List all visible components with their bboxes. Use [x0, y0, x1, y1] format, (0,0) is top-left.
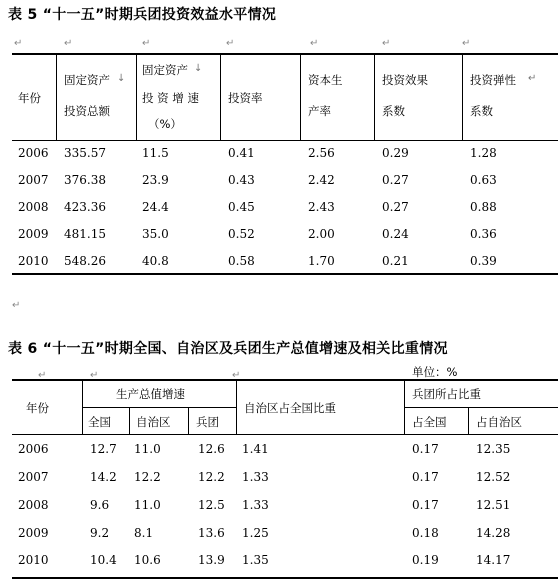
cell-corps: 12.2 — [198, 470, 225, 484]
paragraph-mark: ↵ — [462, 38, 471, 49]
header-corps-share: 兵团所占比重 — [412, 387, 481, 401]
cell-year: 2007 — [18, 470, 49, 484]
header-invest-effect: 投资效果 — [382, 73, 428, 87]
cell-effect: 0.24 — [382, 227, 409, 241]
cell-share-region: 14.17 — [476, 553, 511, 567]
cell-elasticity: 0.39 — [470, 254, 497, 268]
cell-rate: 0.58 — [228, 254, 255, 268]
unit-label: 单位：% — [412, 365, 458, 379]
cell-national: 9.6 — [90, 498, 110, 512]
cell-year: 2009 — [18, 526, 49, 540]
cell-region-share: 1.35 — [242, 553, 269, 567]
cell-elasticity: 0.36 — [470, 227, 497, 241]
paragraph-mark: ↵ — [90, 370, 99, 381]
cell-national: 10.4 — [90, 553, 117, 567]
header-year: 年份 — [26, 401, 49, 415]
header-capital-output: 产率 — [308, 104, 331, 118]
cell-effect: 0.27 — [382, 200, 409, 214]
cell-region-share: 1.33 — [242, 470, 269, 484]
paragraph-mark: ↵ — [226, 38, 235, 49]
cell-effect: 0.27 — [382, 173, 409, 187]
cell-effect: 0.29 — [382, 146, 409, 160]
cell-corps: 12.6 — [198, 442, 225, 456]
table5-title: 表 5 “十一五”时期兵团投资效益水平情况 — [8, 7, 277, 23]
cell-region: 8.1 — [134, 526, 154, 540]
cell-year: 2010 — [18, 553, 49, 567]
cell-share-national: 0.17 — [412, 442, 439, 456]
cell-share-region: 12.51 — [476, 498, 511, 512]
cell-rate: 0.52 — [228, 227, 255, 241]
paragraph-mark: ↵ — [382, 38, 391, 49]
cell-share-national: 0.19 — [412, 553, 439, 567]
cell-region-share: 1.41 — [242, 442, 269, 456]
cell-year: 2009 — [18, 227, 49, 241]
cell-region-share: 1.25 — [242, 526, 269, 540]
cell-share-national: 0.17 — [412, 498, 439, 512]
cell-national: 9.2 — [90, 526, 110, 540]
cell-region: 11.0 — [134, 442, 161, 456]
header-share-national: 占全国 — [412, 415, 447, 429]
header-invest-elasticity: 系数 — [470, 104, 493, 118]
cell-total: 376.38 — [64, 173, 106, 187]
header-corps: 兵团 — [196, 415, 219, 429]
header-invest-growth: 投 资 增 速 — [142, 91, 199, 105]
cell-rate: 0.45 — [228, 200, 255, 214]
cell-effect: 0.21 — [382, 254, 409, 268]
cell-share-region: 14.28 — [476, 526, 511, 540]
cell-year: 2006 — [18, 442, 49, 456]
cell-capital: 2.56 — [308, 146, 335, 160]
cell-year: 2006 — [18, 146, 49, 160]
cell-elasticity: 0.88 — [470, 200, 497, 214]
cell-total: 481.15 — [64, 227, 106, 241]
header-invest-rate: 投资率 — [228, 91, 263, 105]
header-share-region: 占自治区 — [476, 415, 522, 429]
cell-growth: 35.0 — [142, 227, 169, 241]
cell-capital: 2.42 — [308, 173, 335, 187]
paragraph-mark: ↵ — [64, 38, 73, 49]
cell-corps: 12.5 — [198, 498, 225, 512]
cell-growth: 24.4 — [142, 200, 169, 214]
cell-capital: 2.43 — [308, 200, 335, 214]
cell-growth: 23.9 — [142, 173, 169, 187]
cell-rate: 0.43 — [228, 173, 255, 187]
cell-capital: 2.00 — [308, 227, 335, 241]
paragraph-mark: ↵ — [12, 300, 21, 311]
cell-capital: 1.70 — [308, 254, 335, 268]
cell-total: 423.36 — [64, 200, 106, 214]
cell-elasticity: 0.63 — [470, 173, 497, 187]
header-fixed-invest: 投资总额 — [64, 104, 110, 118]
cell-total: 335.57 — [64, 146, 106, 160]
header-invest-growth-unit: （%） — [148, 117, 182, 131]
header-invest-growth: 固定资产 — [142, 63, 188, 77]
cell-total: 548.26 — [64, 254, 106, 268]
paragraph-mark: ↵ — [14, 38, 23, 49]
cell-share-region: 12.35 — [476, 442, 511, 456]
cell-year: 2007 — [18, 173, 49, 187]
paragraph-mark: ↵ — [232, 370, 241, 381]
header-fixed-invest: 固定资产 — [64, 73, 110, 87]
header-invest-elasticity: 投资弹性 — [470, 73, 516, 87]
cell-growth: 40.8 — [142, 254, 169, 268]
paragraph-mark: ↵ — [142, 38, 151, 49]
table6-title: 表 6 “十一五”时期全国、自治区及兵团生产总值增速及相关比重情况 — [8, 341, 448, 357]
header-capital-output: 资本生 — [308, 73, 343, 87]
cell-corps: 13.6 — [198, 526, 225, 540]
header-gdp-growth: 生产总值增速 — [116, 387, 185, 401]
paragraph-mark: ↵ — [38, 370, 47, 381]
cell-region: 11.0 — [134, 498, 161, 512]
cell-elasticity: 1.28 — [470, 146, 497, 160]
cell-growth: 11.5 — [142, 146, 169, 160]
header-national: 全国 — [88, 415, 111, 429]
cell-corps: 13.9 — [198, 553, 225, 567]
header-region-share: 自治区占全国比重 — [244, 401, 336, 415]
cell-year: 2010 — [18, 254, 49, 268]
cell-rate: 0.41 — [228, 146, 255, 160]
header-region: 自治区 — [136, 415, 171, 429]
cell-year: 2008 — [18, 200, 49, 214]
header-invest-effect: 系数 — [382, 104, 405, 118]
cell-region: 10.6 — [134, 553, 161, 567]
paragraph-mark: ↵ — [310, 38, 319, 49]
cell-share-region: 12.52 — [476, 470, 511, 484]
cell-national: 12.7 — [90, 442, 117, 456]
cell-year: 2008 — [18, 498, 49, 512]
cell-share-national: 0.18 — [412, 526, 439, 540]
cell-share-national: 0.17 — [412, 470, 439, 484]
cell-national: 14.2 — [90, 470, 117, 484]
header-year: 年份 — [18, 91, 41, 105]
cell-region: 12.2 — [134, 470, 161, 484]
cell-region-share: 1.33 — [242, 498, 269, 512]
